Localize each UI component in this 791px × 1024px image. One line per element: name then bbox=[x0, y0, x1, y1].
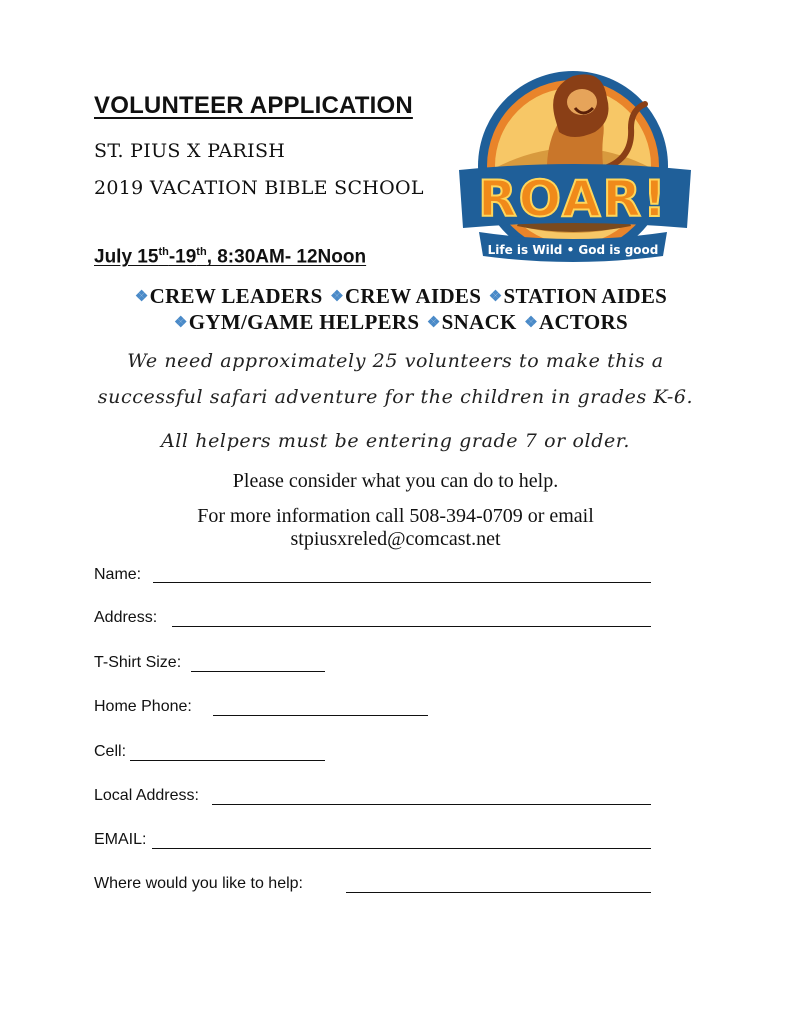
help-preference-field-line[interactable] bbox=[346, 892, 651, 893]
cell-field-line[interactable] bbox=[130, 760, 325, 761]
address-field-line[interactable] bbox=[172, 626, 651, 627]
diamond-bullet-icon: ❖ bbox=[524, 315, 538, 331]
consider-text: Please consider what you can do to help. bbox=[232, 470, 559, 492]
local-address-field-label: Local Address: bbox=[94, 787, 199, 804]
email-field-label: EMAIL: bbox=[94, 831, 147, 848]
roar-logo-graphic bbox=[455, 58, 695, 270]
role-crew-leaders: CREW LEADERS bbox=[149, 284, 323, 308]
role-snack: SNACK bbox=[441, 310, 517, 334]
name-field-label: Name: bbox=[94, 566, 142, 583]
home-phone-field-label: Home Phone: bbox=[94, 698, 192, 715]
address-field-label: Address: bbox=[94, 609, 158, 626]
diamond-bullet-icon: ❖ bbox=[174, 315, 188, 331]
parish-name: ST. PIUS X PARISH bbox=[94, 140, 286, 162]
roar-logo bbox=[455, 58, 695, 270]
diamond-bullet-icon: ❖ bbox=[330, 289, 344, 305]
cell-field-label: Cell: bbox=[94, 743, 127, 760]
program-name: 2019 VACATION BIBLE SCHOOL bbox=[94, 177, 424, 199]
role-actors: ACTORS bbox=[539, 310, 628, 334]
volunteer-need-line-1: We need approximately 25 volunteers to make this a bbox=[127, 350, 664, 372]
role-station-aides: STATION AIDES bbox=[503, 284, 668, 308]
info-line-2: stpiusxreled@comcast.net bbox=[290, 528, 501, 550]
logo-word: ROAR! bbox=[478, 170, 668, 228]
diamond-bullet-icon: ❖ bbox=[134, 289, 149, 305]
volunteer-need-line-2: successful safari adventure for the children in grades K-6. bbox=[97, 386, 694, 408]
role-gym-game-helpers: GYM/GAME HELPERS bbox=[188, 310, 420, 334]
event-dates: July 15th-19th, 8:30AM- 12Noon bbox=[94, 246, 367, 268]
diamond-bullet-icon: ❖ bbox=[488, 289, 503, 305]
page-title: VOLUNTEER APPLICATION bbox=[94, 92, 413, 119]
local-address-field-line[interactable] bbox=[212, 804, 651, 805]
tshirt-size-field-line[interactable] bbox=[191, 671, 325, 672]
logo-tagline: Life is Wild • God is good bbox=[487, 243, 659, 257]
role-crew-aides: CREW AIDES bbox=[344, 284, 482, 308]
name-field-line[interactable] bbox=[153, 582, 651, 583]
age-requirement: All helpers must be entering grade 7 or older. bbox=[160, 430, 631, 452]
email-field-line[interactable] bbox=[152, 848, 651, 849]
tshirt-size-field-label: T-Shirt Size: bbox=[94, 654, 182, 671]
home-phone-field-line[interactable] bbox=[213, 715, 428, 716]
roles-line-1 bbox=[60, 284, 740, 309]
help-preference-field-label: Where would you like to help: bbox=[94, 875, 303, 892]
info-line-1: For more information call 508-394-0709 or email bbox=[197, 505, 594, 527]
roles-line-2 bbox=[60, 310, 740, 335]
diamond-bullet-icon: ❖ bbox=[426, 315, 441, 331]
